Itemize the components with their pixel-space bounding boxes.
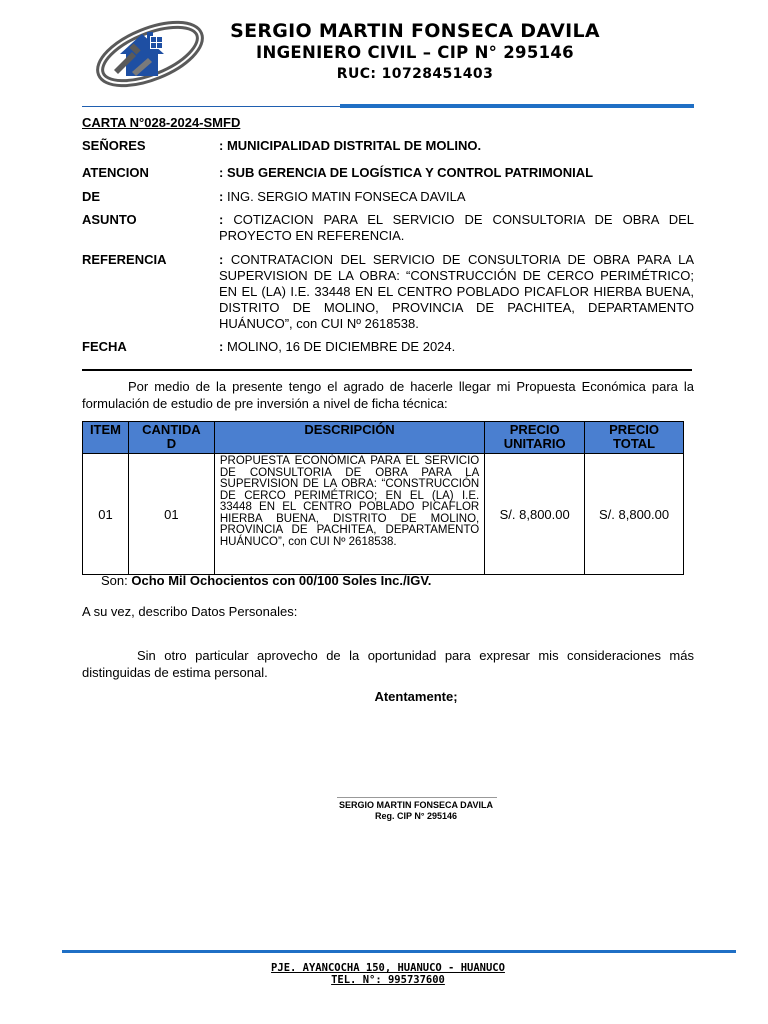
field-value: : MUNICIPALIDAD DISTRITAL DE MOLINO. [219, 138, 482, 153]
field-value: : COTIZACION PARA EL SERVICIO DE CONSULTORIA DE OBRA DEL PROYECTO EN REFERENCIA. [219, 212, 694, 243]
field-label: ASUNTO [82, 212, 137, 227]
header-name: SERGIO MARTIN FONSECA DAVILA [230, 20, 600, 42]
header-ruc: RUC: 10728451403 [336, 66, 494, 82]
footer-phone: TEL. N°: 995737600 [331, 974, 445, 986]
table-row [83, 454, 684, 575]
cell-descripcion: PROPUESTA ECONÓMICA PARA EL SERVICIO DE CONSULTORIA DE OBRA PARA LA SUPERVISION DE LA OBRA: “CONSTRUCCIÓN DE CERCO PERIMÉTRICO; EN EL (LA) I.E. 33448 EN EL CENTRO POBLADO PICAFLOR HIERBA BUENA, DISTRITO DE MOLINO, PROVINCIA DE PACHITEA, DEPARTAMENTO HUÁNUCO”, con CUI Nº 2618538. [214, 454, 484, 575]
sign-off: Atentamente; [374, 689, 458, 704]
cell-cantidad: 01 [128, 454, 214, 575]
header-precio-unitario: PRECIO UNITARIO [485, 422, 585, 454]
closing-paragraph: Sin otro particular aprovecho de la oportunidad para expresar mis consideraciones más distinguidas de estima personal. [82, 648, 694, 680]
field-label: REFERENCIA [82, 252, 167, 267]
field-label: FECHA [82, 339, 127, 354]
cell-precio-total: S/. 8,800.00 [585, 454, 684, 575]
footer-address: PJE. AYANCOCHA 150, HUANUCO - HUANUCO [271, 962, 505, 974]
cell-precio-unitario: S/. 8,800.00 [485, 454, 585, 575]
amount-in-words: Son: Ocho Mil Ochocientos con 00/100 Soles Inc./IGV. [101, 573, 432, 588]
signature-line [337, 797, 497, 798]
field-label: ATENCION [82, 165, 149, 180]
cell-item: 01 [83, 454, 129, 575]
field-value: : CONTRATACION DEL SERVICIO DE CONSULTORIA DE OBRA PARA LA SUPERVISION DE LA OBRA: “CONSTRUCCIÓN DE CERCO PERIMÉTRICO; EN EL (LA) I.E. 33448 EN EL CENTRO POBLADO PICAFLOR HIERBA BUENA, DISTRITO DE MOLINO, PROVINCIA DE PACHITEA, DEPARTAMENTO HUÁNUCO”, con CUI Nº 2618538. [219, 252, 694, 331]
section-divider [82, 369, 692, 371]
letter-number: CARTA N°028-2024-SMFD [82, 115, 241, 130]
field-label: SEÑORES [82, 138, 146, 153]
quote-table [82, 421, 684, 575]
header-precio-total: PRECIO TOTAL [585, 422, 684, 454]
intro-paragraph: Por medio de la presente tengo el agrado de hacerle llegar mi Propuesta Económica para la formulación de estudio de pre inversión a nivel de ficha técnica: [82, 379, 694, 411]
header-item: ITEM [83, 422, 129, 454]
footer-divider [62, 950, 736, 953]
header-title: INGENIERO CIVIL – CIP N° 295146 [256, 43, 574, 62]
company-logo [92, 14, 204, 88]
header-descripcion: DESCRIPCIÓN [214, 422, 484, 454]
field-value: : SUB GERENCIA DE LOGÍSTICA Y CONTROL PATRIMONIAL [219, 165, 594, 180]
signature-reg: Reg. CIP N° 295146 [375, 811, 457, 821]
field-label: DE [82, 189, 101, 204]
personal-data-line: A su vez, describo Datos Personales: [82, 604, 298, 619]
field-value: : MOLINO, 16 DE DICIEMBRE DE 2024. [219, 339, 456, 354]
field-value: : ING. SERGIO MATIN FONSECA DAVILA [219, 189, 466, 204]
header-cantidad: CANTIDA D [128, 422, 214, 454]
signature-name: SERGIO MARTIN FONSECA DAVILA [338, 800, 493, 810]
header-divider [82, 104, 694, 108]
